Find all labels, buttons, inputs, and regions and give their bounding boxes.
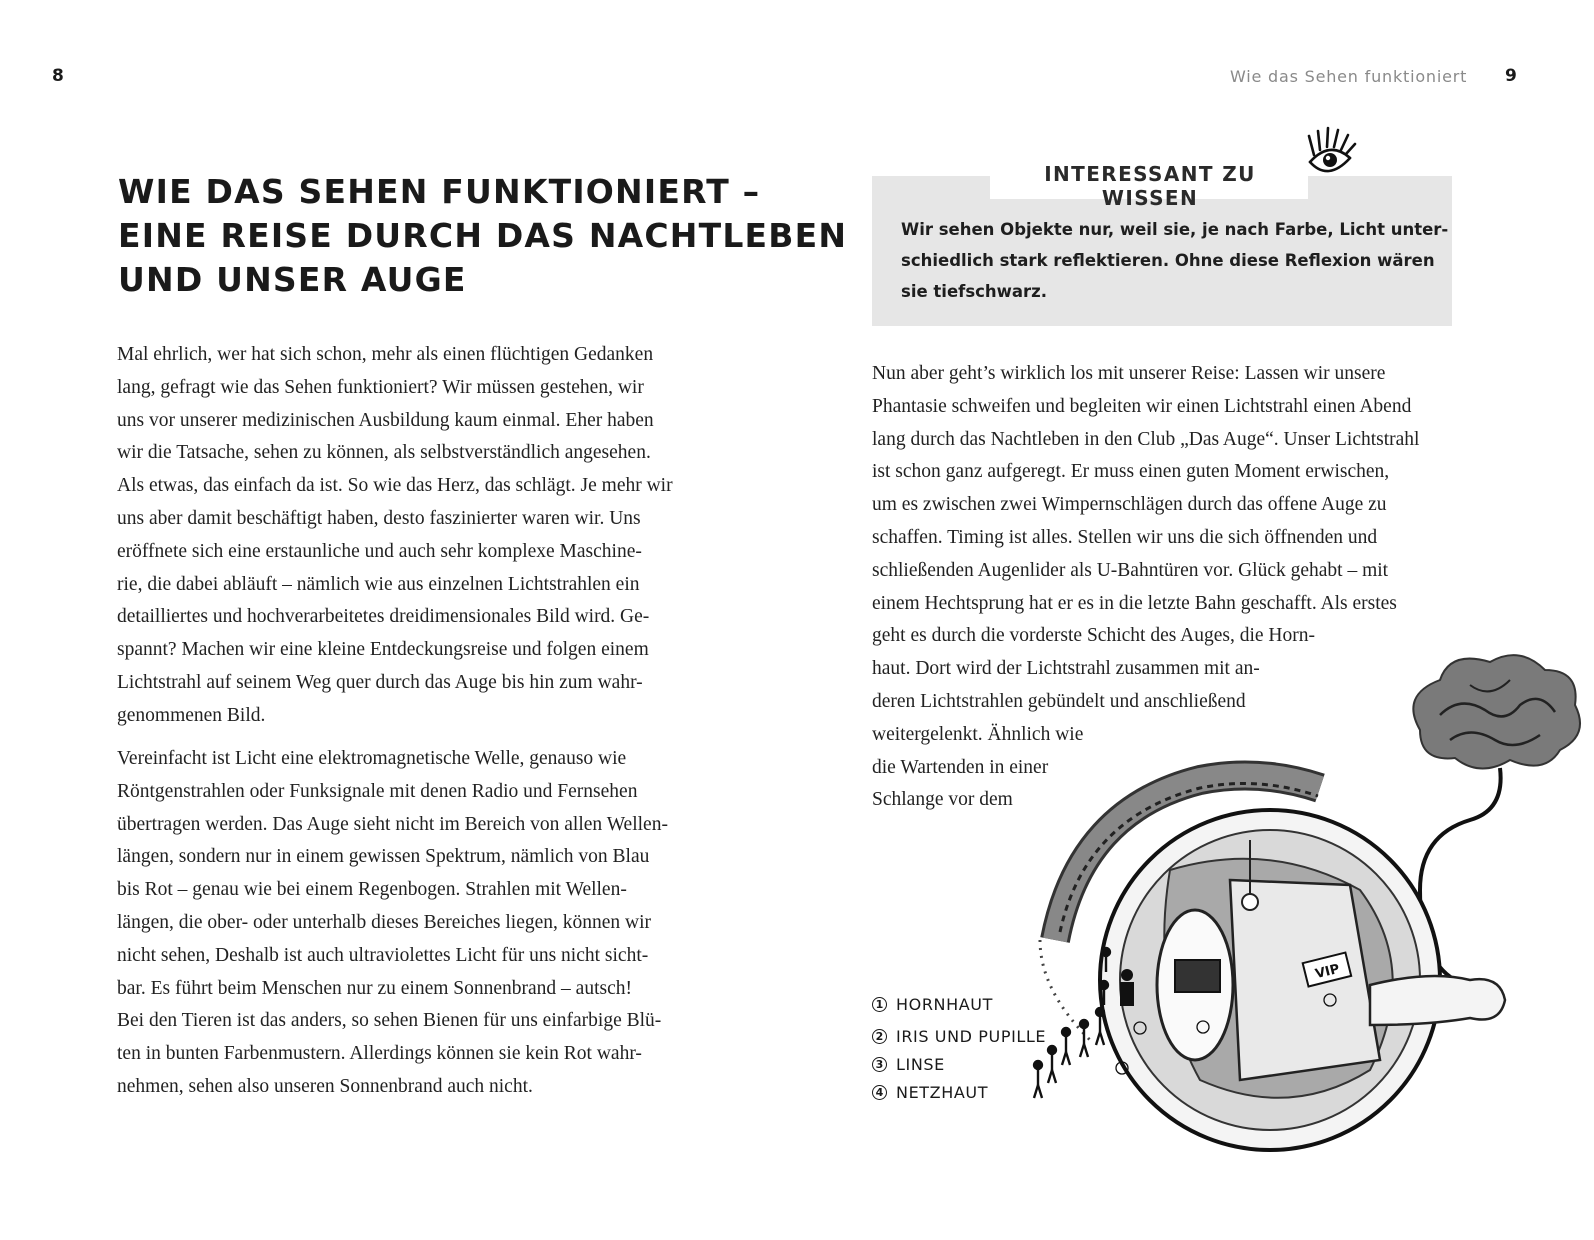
text-line: genommenen Bild. bbox=[117, 704, 266, 726]
text-line: Als etwas, das einfach da ist. So wie das Herz, das schlägt. Je mehr wir bbox=[117, 475, 673, 497]
text-line: längen, die ober- oder unterhalb dieses Bereiches liegen, können wir bbox=[117, 911, 652, 933]
text-line: bis Rot – genau wie bei einem Regenbogen. Strahlen mit Wellen- bbox=[117, 879, 627, 901]
text-line: Nun aber geht’s wirklich los mit unserer Reise: Lassen wir unsere bbox=[872, 363, 1386, 384]
legend-number: 4 bbox=[872, 1085, 887, 1100]
text-line: übertragen werden. Das Auge sieht nicht im Bereich von allen Wellen- bbox=[117, 813, 668, 835]
vip-sign-text: VIP bbox=[1313, 961, 1342, 983]
paragraph-2 bbox=[117, 743, 707, 1104]
text-line: deren Lichtstrahlen gebündelt und anschließend bbox=[872, 690, 1246, 712]
running-head: Wie das Sehen funktioniert bbox=[1230, 67, 1468, 86]
text-line: Schlange vor dem bbox=[872, 789, 1013, 811]
text-line: bar. Es führt beim Menschen nur zu einem Sonnenbrand – autsch! bbox=[117, 977, 632, 999]
text-line: die Wartenden in einer bbox=[872, 756, 1049, 778]
text-line: schließenden Augenlider als U-Bahntüren vor. Glück gehabt – mit bbox=[872, 559, 1389, 581]
text-line: lang durch das Nachtleben in den Club „Das Auge“. Unser Lichtstrahl bbox=[872, 428, 1420, 450]
text-line: Wir sehen Objekte nur, weil sie, je nach Farbe, Licht unter- bbox=[901, 220, 1449, 239]
text-line: ist schon ganz aufgeregt. Er muss einen guten Moment erwischen, bbox=[872, 461, 1390, 483]
text-line: längen, sondern nur in einem gewissen Spektrum, nämlich von Blau bbox=[117, 846, 650, 868]
text-line: Lichtstrahl auf seinem Weg quer durch das Auge bis hin zum wahr- bbox=[117, 671, 643, 693]
text-line: schiedlich stark reflektieren. Ohne diese Reflexion wären bbox=[901, 251, 1435, 270]
text-line: spannt? Machen wir eine kleine Entdeckungsreise und folgen einem bbox=[117, 639, 649, 661]
legend-number: 3 bbox=[872, 1057, 887, 1072]
text-line: haut. Dort wird der Lichtstrahl zusammen mit an- bbox=[872, 658, 1260, 680]
legend-item bbox=[872, 1078, 1046, 1106]
paragraph-1 bbox=[117, 339, 707, 733]
legend-label: LINSE bbox=[896, 1054, 945, 1074]
legend-number: 1 bbox=[872, 997, 887, 1012]
text-line: schaffen. Timing ist alles. Stellen wir uns die sich öffnenden und bbox=[872, 526, 1378, 548]
legend-number: 2 bbox=[872, 1029, 887, 1044]
chapter-title bbox=[118, 170, 848, 302]
legend-label: IRIS UND PUPILLE bbox=[896, 1026, 1047, 1046]
title-line: WIE DAS SEHEN FUNKTIONIERT – bbox=[118, 172, 761, 211]
text-line: eröffnete sich eine erstaunliche und auch sehr komplexe Maschine- bbox=[117, 540, 642, 562]
text-line: uns vor unserer medizinischen Ausbildung kaum einmal. Eher haben bbox=[117, 409, 654, 431]
legend-label: NETZHAUT bbox=[896, 1082, 989, 1102]
legend-item bbox=[872, 1050, 1046, 1078]
text-line: nehmen, sehen also unseren Sonnenbrand auch nicht. bbox=[117, 1075, 533, 1097]
text-line: lang, gefragt wie das Sehen funktioniert? Wir müssen gestehen, wir bbox=[117, 376, 644, 398]
eye-with-lashes-icon bbox=[1300, 122, 1360, 184]
text-line: Bei den Tieren ist das anders, so sehen Bienen für uns einfarbige Blü- bbox=[117, 1010, 662, 1032]
legend-label: HORNHAUT bbox=[896, 994, 993, 1014]
text-line: nicht sehen, Deshalb ist auch ultraviolettes Licht für uns nicht sicht- bbox=[117, 944, 649, 966]
text-line: detailliertes und hochverarbeitetes dreidimensionales Bild wird. Ge- bbox=[117, 606, 650, 628]
info-box-title: INTERESSANT ZU WISSEN bbox=[1044, 162, 1256, 210]
title-line: EINE REISE DURCH DAS NACHTLEBEN bbox=[118, 216, 848, 255]
info-box-text bbox=[901, 214, 1449, 307]
text-line: uns aber damit beschäftigt haben, desto faszinierter waren wir. Uns bbox=[117, 507, 641, 529]
legend-item bbox=[872, 990, 1046, 1018]
text-line: Röntgenstrahlen oder Funksignale mit denen Radio und Fernsehen bbox=[117, 780, 638, 802]
brain-illustration bbox=[1413, 655, 1580, 768]
page-number-right: 9 bbox=[1505, 66, 1517, 86]
legend-item bbox=[872, 1022, 1046, 1050]
illustration-legend bbox=[872, 990, 1046, 1106]
text-line: Mal ehrlich, wer hat sich schon, mehr als einen flüchtigen Gedanken bbox=[117, 344, 654, 365]
text-line: rie, die dabei abläuft – nämlich wie aus einzelnen Lichtstrahlen ein bbox=[117, 573, 640, 595]
text-line: weitergelenkt. Ähnlich wie bbox=[872, 723, 1084, 745]
title-line: UND UNSER AUGE bbox=[118, 260, 467, 299]
text-line: Phantasie schweifen und begleiten wir einen Lichtstrahl einen Abend bbox=[872, 395, 1412, 417]
page-number-left: 8 bbox=[52, 66, 64, 86]
text-line: sie tiefschwarz. bbox=[901, 282, 1048, 301]
text-line: um es zwischen zwei Wimpernschlägen durch das offene Auge zu bbox=[872, 494, 1387, 516]
text-line: wir die Tatsache, sehen zu können, als selbstverständlich angesehen. bbox=[117, 442, 651, 464]
text-line: geht es durch die vorderste Schicht des Auges, die Horn- bbox=[872, 625, 1315, 647]
text-line: ten in bunten Farbenmustern. Allerdings können sie kein Rot wahr- bbox=[117, 1043, 642, 1065]
text-line: Vereinfacht ist Licht eine elektromagnetische Welle, genauso wie bbox=[117, 748, 627, 769]
eye-nightclub-illustration bbox=[1000, 640, 1590, 1170]
text-line: einem Hechtsprung hat er es in die letzte Bahn geschafft. Als erstes bbox=[872, 592, 1397, 614]
